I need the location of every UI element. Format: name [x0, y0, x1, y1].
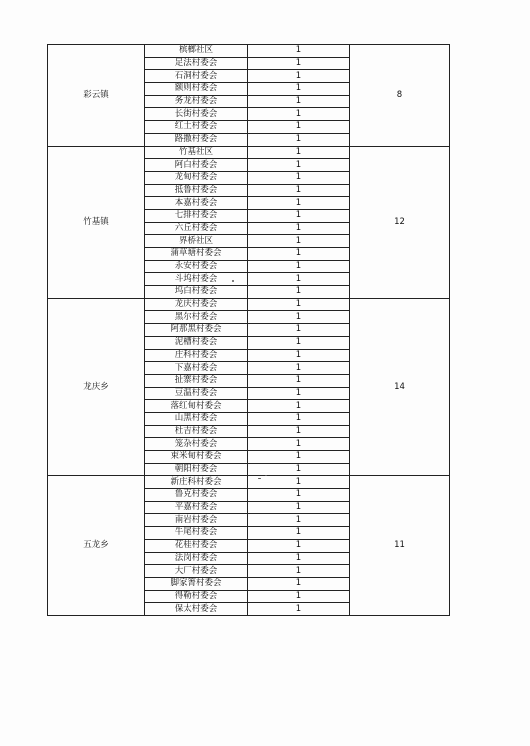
scan-speck — [265, 475, 267, 476]
table-row — [48, 298, 450, 311]
town-name-cell: 龙庆乡 — [48, 298, 145, 476]
count-cell: 1 — [248, 374, 350, 387]
village-name-cell: 法岗村委会 — [145, 552, 248, 565]
count-cell: 1 — [248, 425, 350, 438]
count-cell: 1 — [248, 527, 350, 540]
count-cell: 1 — [248, 514, 350, 527]
village-name-cell: 阿那黑村委会 — [145, 324, 248, 337]
count-cell: 1 — [248, 463, 350, 476]
village-name-cell: 阿白村委会 — [145, 159, 248, 172]
count-cell: 1 — [248, 336, 350, 349]
village-name-cell: 黑尔村委会 — [145, 311, 248, 324]
village-table — [47, 44, 450, 616]
count-cell: 1 — [248, 349, 350, 362]
village-name-cell: 平嘉村委会 — [145, 501, 248, 514]
village-name-cell: 南岩村委会 — [145, 514, 248, 527]
count-cell: 1 — [248, 565, 350, 578]
count-cell: 1 — [248, 121, 350, 134]
village-name-cell: 石洞村委会 — [145, 70, 248, 83]
village-name-cell: 束米甸村委会 — [145, 451, 248, 464]
village-name-cell: 保太村委会 — [145, 603, 248, 616]
count-cell: 1 — [248, 362, 350, 375]
town-name-cell: 彩云镇 — [48, 45, 145, 147]
count-cell: 1 — [248, 451, 350, 464]
village-name-cell: 六丘村委会 — [145, 222, 248, 235]
count-cell: 1 — [248, 400, 350, 413]
town-total-cell: 11 — [350, 476, 450, 616]
count-cell: 1 — [248, 235, 350, 248]
count-cell: 1 — [248, 590, 350, 603]
village-name-cell: 龙甸村委会 — [145, 171, 248, 184]
village-name-cell: 新庄科村委会 — [145, 476, 248, 489]
count-cell: 1 — [248, 298, 350, 311]
count-cell: 1 — [248, 489, 350, 502]
village-name-cell: 蒲草塘村委会 — [145, 248, 248, 261]
count-cell: 1 — [248, 577, 350, 590]
village-name-cell: 牛尾村委会 — [145, 527, 248, 540]
count-cell: 1 — [248, 412, 350, 425]
count-cell: 1 — [248, 501, 350, 514]
count-cell: 1 — [248, 184, 350, 197]
town-total-cell: 8 — [350, 45, 450, 147]
table-row — [48, 476, 450, 489]
count-cell: 1 — [248, 108, 350, 121]
village-name-cell: 得勒村委会 — [145, 590, 248, 603]
village-name-cell: 鲁克村委会 — [145, 489, 248, 502]
count-cell: 1 — [248, 311, 350, 324]
village-name-cell: 槟榔社区 — [145, 45, 248, 58]
village-name-cell: 落红甸村委会 — [145, 400, 248, 413]
count-cell: 1 — [248, 324, 350, 337]
village-name-cell: 脚家箐村委会 — [145, 577, 248, 590]
count-cell: 1 — [248, 209, 350, 222]
town-name-cell: 五龙乡 — [48, 476, 145, 616]
village-name-cell: 扯寨村委会 — [145, 374, 248, 387]
count-cell: 1 — [248, 159, 350, 172]
village-name-cell: 笼杂村委会 — [145, 438, 248, 451]
town-name-cell: 竹基镇 — [48, 146, 145, 298]
count-cell: 1 — [248, 133, 350, 146]
count-cell: 1 — [248, 95, 350, 108]
count-cell: 1 — [248, 387, 350, 400]
village-name-cell: 足法村委会 — [145, 57, 248, 70]
village-name-cell: 龙庆村委会 — [145, 298, 248, 311]
village-name-cell: 额则村委会 — [145, 83, 248, 96]
count-cell: 1 — [248, 146, 350, 159]
village-name-cell: 路撒村委会 — [145, 133, 248, 146]
count-cell: 1 — [248, 248, 350, 261]
village-name-cell: 朝阳村委会 — [145, 463, 248, 476]
count-cell: 1 — [248, 552, 350, 565]
village-name-cell: 务龙村委会 — [145, 95, 248, 108]
village-name-cell: 本嘉村委会 — [145, 197, 248, 210]
town-total-cell: 14 — [350, 298, 450, 476]
village-name-cell: 下嘉村委会 — [145, 362, 248, 375]
village-name-cell: 花桂村委会 — [145, 539, 248, 552]
count-cell: 1 — [248, 70, 350, 83]
village-name-cell: 泥槽村委会 — [145, 336, 248, 349]
village-name-cell: 永安村委会 — [145, 260, 248, 273]
count-cell: 1 — [248, 273, 350, 286]
count-cell: 1 — [248, 171, 350, 184]
town-total-cell: 12 — [350, 146, 450, 298]
village-name-cell: 竹基社区 — [145, 146, 248, 159]
count-cell: 1 — [248, 45, 350, 58]
count-cell: 1 — [248, 57, 350, 70]
table-row — [48, 45, 450, 58]
village-name-cell: 大厂村委会 — [145, 565, 248, 578]
count-cell: 1 — [248, 476, 350, 489]
village-name-cell: 豆温村委会 — [145, 387, 248, 400]
village-name-cell: 界桥社区 — [145, 235, 248, 248]
table-body — [48, 45, 450, 616]
count-cell: 1 — [248, 286, 350, 299]
table-row — [48, 146, 450, 159]
count-cell: 1 — [248, 438, 350, 451]
village-name-cell: 庄科村委会 — [145, 349, 248, 362]
village-name-cell: 杜吉村委会 — [145, 425, 248, 438]
village-name-cell: 红土村委会 — [145, 121, 248, 134]
village-name-cell: 斗坞村委会 — [145, 273, 248, 286]
village-name-cell: 七排村委会 — [145, 209, 248, 222]
count-cell: 1 — [248, 603, 350, 616]
count-cell: 1 — [248, 539, 350, 552]
village-name-cell: 长街村委会 — [145, 108, 248, 121]
scan-speck — [232, 280, 234, 282]
count-cell: 1 — [248, 260, 350, 273]
village-name-cell: 抵鲁村委会 — [145, 184, 248, 197]
count-cell: 1 — [248, 222, 350, 235]
scan-speck — [258, 478, 261, 479]
village-name-cell: 山黑村委会 — [145, 412, 248, 425]
count-cell: 1 — [248, 197, 350, 210]
count-cell: 1 — [248, 83, 350, 96]
village-name-cell: 坞白村委会 — [145, 286, 248, 299]
